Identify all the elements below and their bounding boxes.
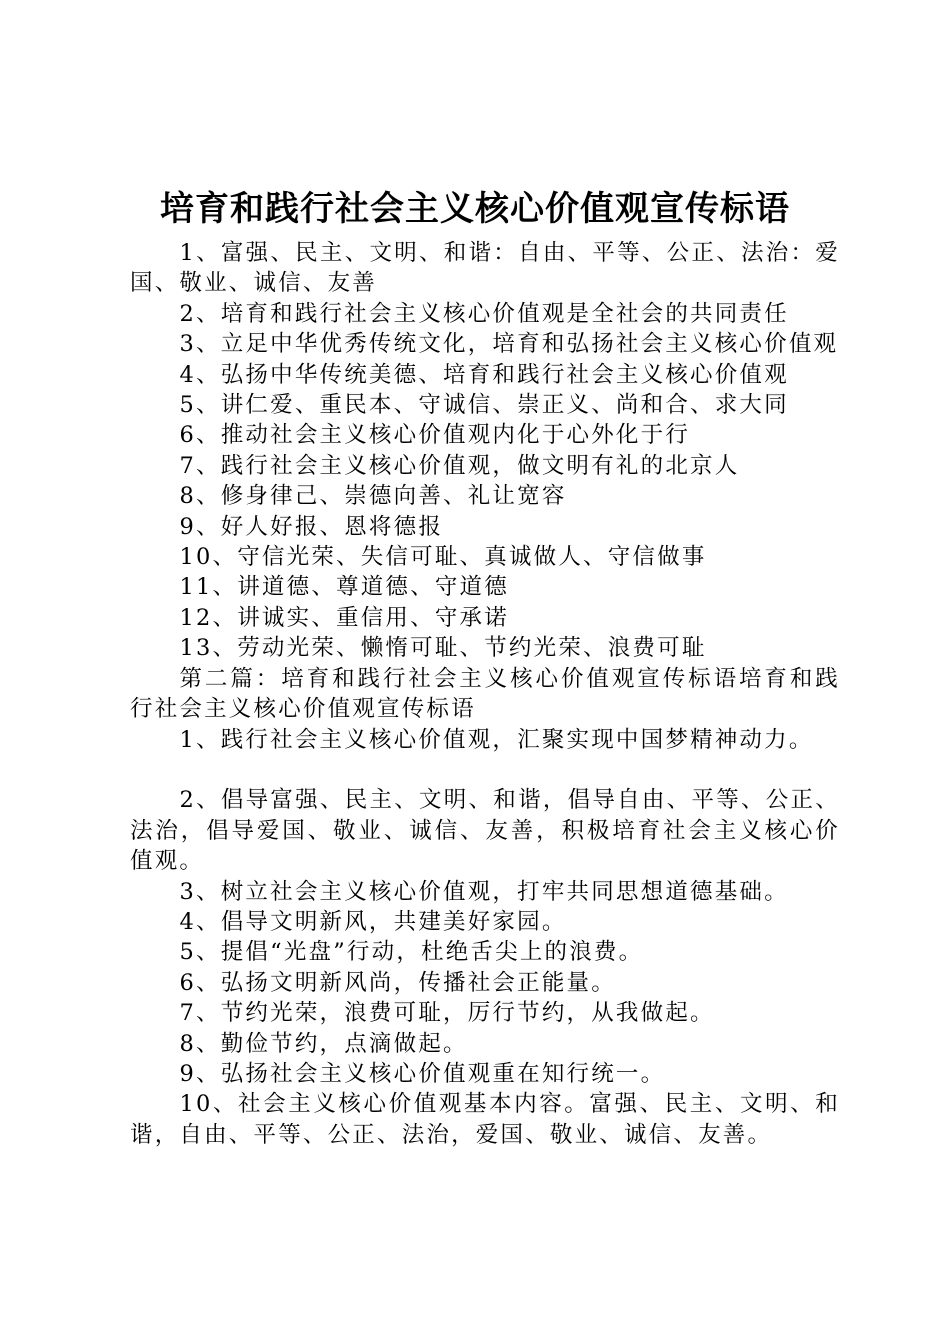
paragraph: 2、培育和践行社会主义核心价值观是全社会的共同责任	[179, 300, 789, 327]
paragraph: 5、提倡“光盘”行动，杜绝舌尖上的浪费。	[179, 939, 644, 966]
paragraph: 9、弘扬社会主义核心价值观重在知行统一。	[179, 1060, 666, 1087]
paragraph: 2、倡导富强、民主、文明、和谐，倡导自由、平等、公正、法治，倡导爱国、敬业、诚信、友善，积极培育社会主义核心价值观。	[130, 787, 840, 875]
paragraph: 1、富强、民主、文明、和谐：自由、平等、公正、法治：爱国、敬业、诚信、友善	[130, 240, 840, 297]
paragraph: 1、践行社会主义核心价值观，汇聚实现中国梦精神动力。	[179, 726, 814, 753]
paragraph: 4、弘扬中华传统美德、培育和践行社会主义核心价值观	[179, 361, 789, 388]
paragraph: 5、讲仁爱、重民本、守诚信、崇正义、尚和合、求大同	[179, 392, 789, 419]
paragraph: 10、社会主义核心价值观基本内容。富强、民主、文明、和谐，自由、平等、公正、法治，爱国、敬业、诚信、友善。	[130, 1091, 840, 1148]
paragraph: 8、勤俭节约，点滴做起。	[179, 1030, 468, 1057]
document-title: 培育和践行社会主义核心价值观宣传标语	[160, 189, 790, 229]
paragraph: 4、倡导文明新风，共建美好家园。	[179, 908, 567, 935]
paragraph: 3、树立社会主义核心价值观，打牢共同思想道德基础。	[179, 878, 789, 905]
paragraph: 3、立足中华优秀传统文化，培育和弘扬社会主义核心价值观	[179, 331, 839, 358]
paragraph: 8、修身律己、崇德向善、礼让宽容	[179, 483, 567, 510]
paragraph: 6、推动社会主义核心价值观内化于心外化于行	[179, 422, 691, 449]
paragraph: 10、守信光荣、失信可耻、真诚做人、守信做事	[179, 544, 707, 571]
paragraph: 7、节约光荣，浪费可耻，厉行节约，从我做起。	[179, 1000, 715, 1027]
paragraph: 9、好人好报、恩将德报	[179, 513, 444, 540]
blank-line	[130, 755, 840, 785]
paragraph: 11、讲道德、尊道德、守道德	[179, 574, 509, 601]
document-body	[130, 238, 840, 1150]
paragraph: 12、讲诚实、重信用、守承诺	[179, 604, 509, 631]
paragraph: 6、弘扬文明新风尚，传播社会正能量。	[179, 969, 616, 996]
paragraph: 7、践行社会主义核心价值观，做文明有礼的北京人	[179, 452, 740, 479]
paragraph: 13、劳动光荣、懒惰可耻、节约光荣、浪费可耻	[179, 635, 707, 662]
section-heading: 第二篇：培育和践行社会主义核心价值观宣传标语培育和践行社会主义核心价值观宣传标语	[130, 665, 840, 723]
